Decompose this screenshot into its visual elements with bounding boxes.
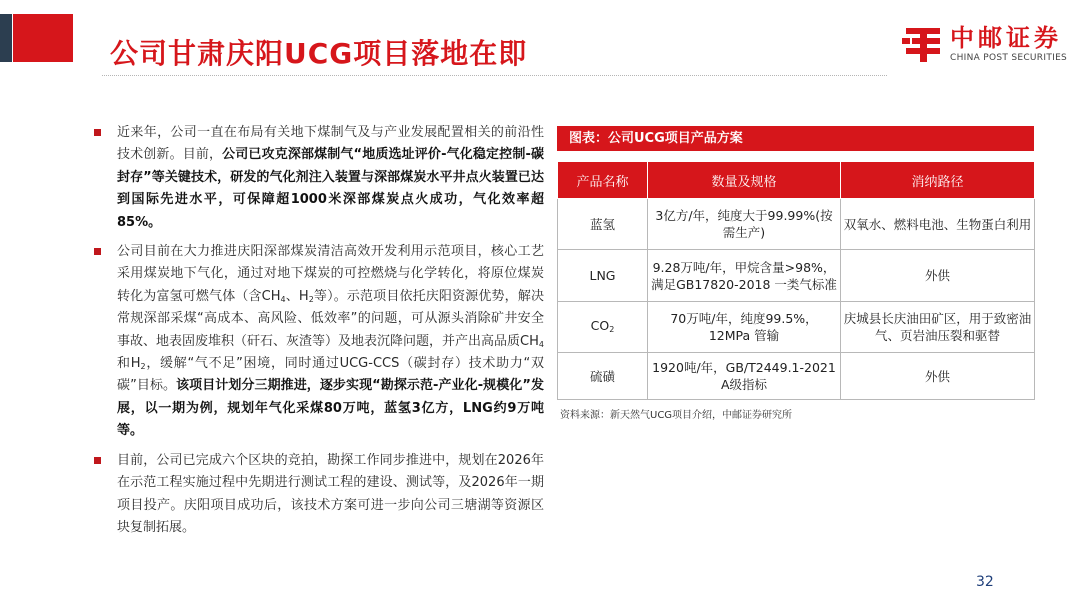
product-name-base: CO xyxy=(590,317,610,333)
bullet-text xyxy=(117,122,544,234)
bullet-list xyxy=(92,122,544,546)
subscript: 4 xyxy=(280,294,286,304)
subscript: 4 xyxy=(538,339,544,349)
bullet-text-bold: 公司已攻克深部煤制气“地质选址评价-气化稳定控制-碳封存”等关键技术，研发的气化剂注入装置与深部煤炭水平井点火装置已达到国际先进水平，可保障超1000米深部煤炭点火成功，气化效率超85%。 xyxy=(117,147,544,230)
bullet-square-icon xyxy=(94,457,101,464)
product-spec-cell: 1920吨/年，GB/T2449.1-2021 A级指标 xyxy=(648,353,841,400)
page-title: 公司甘肃庆阳UCG项目落地在即 xyxy=(110,37,528,70)
subscript: 2 xyxy=(140,362,146,372)
product-use-cell: 外供 xyxy=(841,250,1035,302)
product-spec-cell: 3亿方/年，纯度大于99.99%(按需生产) xyxy=(648,199,841,250)
product-use-cell: 双氧水、燃料电池、生物蛋白利用 xyxy=(841,199,1035,250)
table-header-row xyxy=(558,162,1035,199)
title-divider xyxy=(102,75,887,76)
column-header: 消纳路径 xyxy=(841,162,1035,199)
bullet-square-icon xyxy=(94,129,101,136)
bullet-text-part: 和H xyxy=(117,356,141,372)
bullet-item xyxy=(92,450,544,540)
bullet-text-bold: 该项目计划分三期推进，逐步实现“勘探示范-产业化-规模化”发展，以一期为例，规划年气化采煤80万吨，蓝氢3亿方，LNG约9万吨等。 xyxy=(117,378,544,439)
bullet-square-icon xyxy=(94,248,101,255)
company-logo xyxy=(902,22,1072,68)
logo-subtitle: CHINA POST SECURITIES xyxy=(950,53,1068,63)
product-name-cell: 蓝氢 xyxy=(558,199,648,250)
product-use-cell: 庆城县长庆油田矿区，用于致密油气、页岩油压裂和驱替 xyxy=(841,302,1035,353)
bullet-text-part: 目前，公司已完成六个区块的竞拍，勘探工作同步推进中，规划在2026年在示范工程实施过程中先期进行测试工程的建设、测试等，及2026年一期项目投产。庆阳项目成功后，该技术方案可进一步向公司三塘湖等资源区块复制拓展。 xyxy=(117,452,544,535)
page-number: 32 xyxy=(976,574,994,590)
header-red-block xyxy=(13,14,73,62)
table-source: 资料来源：新天然气UCG项目介绍，中邮证券研究所 xyxy=(560,410,793,421)
logo-name: 中邮证券 xyxy=(950,24,1062,52)
product-name-cell: 硫磺 xyxy=(558,353,648,400)
bullet-text-part: 公司目前在大力推进庆阳深部煤炭清洁高效开发利用示范项目，核心工艺采用煤炭地下气化，通过对地下煤炭的可控燃烧与化学转化，将原位煤炭转化为富氢可燃气体（含CH xyxy=(117,244,544,304)
product-name-subscript: 2 xyxy=(609,324,615,334)
bullet-text-part: 等）。示范项目依托庆阳资源优势，解决常规深部采煤“高成本、高风险、低效率”的问题，可从源头消除矿井安全事故、地表固废堆积（矸石、灰渣等）及地表沉降问题，并产出高品质CH xyxy=(117,288,544,349)
bullet-text xyxy=(117,241,544,443)
product-table xyxy=(557,161,1035,400)
product-use-cell: 外供 xyxy=(841,353,1035,400)
header-navy-block xyxy=(0,14,12,62)
table-caption: 图表：公司UCG项目产品方案 xyxy=(557,126,1034,151)
column-header: 数量及规格 xyxy=(648,162,841,199)
table-row xyxy=(558,353,1035,400)
column-header: 产品名称 xyxy=(558,162,648,199)
table-row xyxy=(558,302,1035,353)
china-post-logo-icon xyxy=(902,22,944,64)
bullet-item xyxy=(92,241,544,443)
bullet-item xyxy=(92,122,544,234)
product-name-cell: LNG xyxy=(558,250,648,302)
product-name-cell xyxy=(558,302,648,353)
table-row xyxy=(558,250,1035,302)
product-spec-cell: 70万吨/年，纯度99.5%，12MPa 管输 xyxy=(648,302,841,353)
bullet-text xyxy=(117,450,544,540)
bullet-text-part: 、H xyxy=(285,288,309,304)
subscript: 2 xyxy=(308,294,314,304)
table-row xyxy=(558,199,1035,250)
product-spec-cell: 9.28万吨/年，甲烷含量>98%，满足GB17820-2018 一类气标准 xyxy=(648,250,841,302)
bullet-text-part: ，缓解“气不足”困境，同时通过UCG-CCS（碳封存）技术助力“双碳”目标。 xyxy=(117,356,544,394)
bullet-text-part: 近来年，公司一直在布局有关地下煤制气及与产业发展配置相关的前沿性技术创新。目前， xyxy=(117,125,544,163)
